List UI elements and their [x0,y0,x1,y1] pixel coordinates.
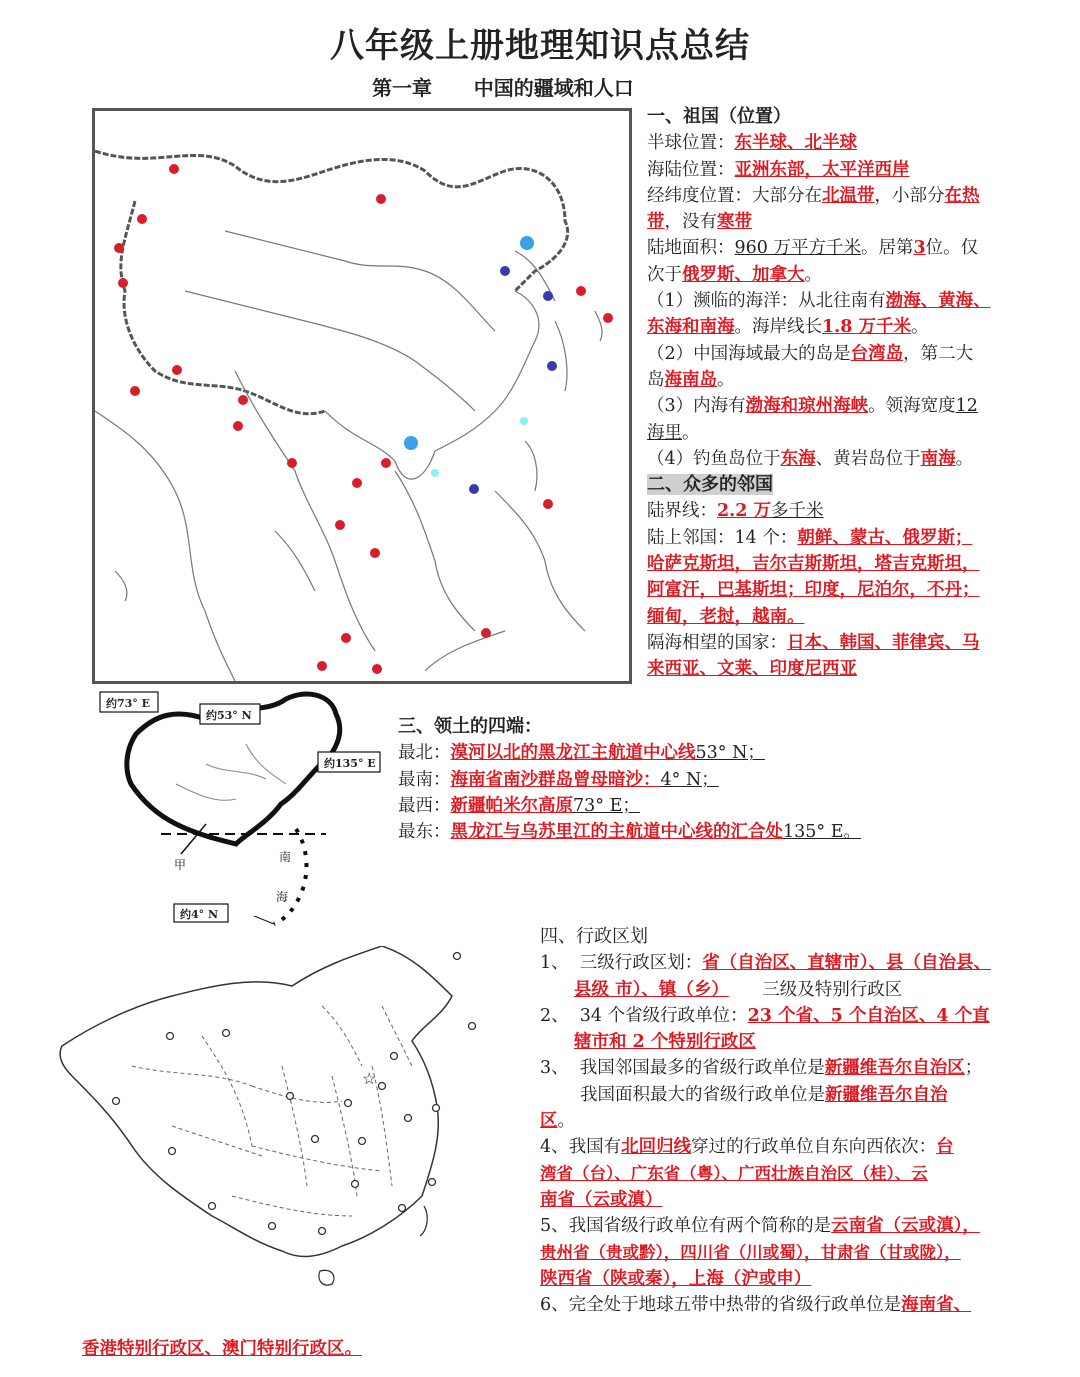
text: 。居第 [860,238,914,259]
answer: 来西亚、文莱、印度尼西亚 [647,659,857,680]
text: 。 [682,422,700,443]
label: 5、我国省级行政单位有两个简称的是 [540,1216,832,1237]
section-extremes [398,714,1018,845]
text: ； [964,1058,983,1079]
text: 穿过的行政单位自东向西依次： [691,1137,937,1158]
text: ，小部分 [874,185,945,206]
answer: 日本、韩国、菲律宾、马 [787,632,980,653]
text: 。 [804,264,822,285]
answer: 带 [647,212,665,233]
label: 最西： [398,795,451,816]
answer: 寒带 [717,212,752,233]
coord: 135° E。 [783,822,861,843]
answer: 亚洲东部，太平洋西岸 [734,159,910,180]
label: 陆上邻国：14 个： [647,527,798,548]
list-num: 1、 [540,953,569,974]
answer: 县级 市）、镇（乡） [574,979,729,1000]
answer: 贵州省（贵或黔），四川省（川或蜀），甘肃省（甘或陇）， [540,1242,961,1262]
answer: 俄罗斯、加拿大 [682,264,805,285]
answer: 1.8 万千米 [822,317,912,338]
answer: 新疆维吾尔自治区 [824,1058,965,1079]
answer: 海南省、 [901,1295,972,1316]
section-position [647,104,1032,683]
answer: 海里 [647,422,682,443]
label: 4、我国有 [540,1137,622,1158]
answer: 省（自治区、直辖市）、县（自治县、 [702,953,992,974]
answer: 东海 [780,448,816,469]
list-num: 3、 [540,1058,569,1079]
answer: 台湾岛 [850,343,904,364]
section-heading: 三、领土的四端： [398,716,542,737]
map-dots [114,164,613,674]
answer: 东半球、北半球 [734,133,857,154]
answer: 陕西省（陕或秦），上海（沪或申） [540,1268,812,1289]
label-north: 约53° N [206,709,252,722]
text: ，没有 [664,212,717,233]
text: 、黄岩岛位于 [815,448,921,469]
answer: 南海 [920,448,956,469]
label: 半球位置： [647,133,735,154]
label: 三级行政区划： [579,953,703,974]
label: 陆界线： [647,501,717,522]
answer: 渤海和琼州海峡 [745,396,869,417]
answer: 渤海、黄海、 [885,291,991,312]
label: （2）中国海域最大的岛是 [647,343,851,364]
answer: 云南省（云或滇）， [831,1216,980,1237]
footer-answer [82,1336,362,1362]
label: （1）濒临的海洋：从北往南有 [647,291,886,312]
label: 34 个省级行政单位： [579,1005,748,1026]
answer: 新疆维吾尔自治 [825,1084,948,1105]
page-title: 八年级上册地理知识点总结 [330,26,750,66]
label: 陆地面积： [647,238,735,259]
text: 。 [955,448,974,469]
answer: 香港特别行政区、澳门特别行政区。 [82,1339,362,1359]
label: （3）内海有 [647,396,746,417]
neighbor-map [92,108,632,684]
answer: 北温带 [822,185,875,206]
section-heading: 一、祖国（位置） [647,106,791,127]
chapter-heading: 第一章 中国的疆域和人口 [372,76,634,100]
text: 岛 [647,369,665,390]
answer: 东海和南海 [647,317,735,338]
answer: 湾省（台）、广东省（粤）、广西壮族自治区（桂）、云 [540,1163,928,1183]
section-heading: 二、众多的邻国 [647,474,773,496]
answer: 南省（云或滇） [540,1189,663,1210]
label-south: 约4° N [180,908,219,921]
answer: 12 [955,396,978,417]
text: 三级及特别行政区 [762,979,903,1000]
label: （4）钓鱼岛位于 [647,448,781,469]
outline-map [96,684,386,934]
answer: 960 万平方千米 [734,238,861,259]
label: 6、完全处于地球五带中热带的省级行政单位是 [540,1295,902,1316]
label: 隔海相望的国家： [647,632,787,653]
coord: 53° N； [695,743,765,764]
text: 。领海宽度 [868,396,956,417]
answer: 朝鲜、蒙古、俄罗斯； [797,527,973,548]
province-map-drawing [52,946,530,1296]
text: 位。仅 [925,238,979,259]
answer: 新疆帕米尔高原 [450,795,573,816]
label: 我国邻国最多的省级行政单位是 [579,1058,825,1079]
map-char: 南 [279,850,292,864]
coord: 73° E； [573,795,640,816]
map-char: 海 [276,890,289,904]
answer: 2.2 万 [717,501,772,522]
province-map [52,946,530,1296]
answer: 区 [540,1111,558,1132]
label: 最北： [398,743,451,764]
label-west: 约73° E [106,697,151,710]
label: 海陆位置： [647,159,735,180]
answer: 辖市和 2 个特别行政区 [574,1032,756,1053]
answer: 缅甸，老挝，越南。 [647,606,805,627]
label: 最南： [398,769,451,790]
text: 。 [717,369,735,390]
answer: 台 [936,1137,954,1158]
answer: 哈萨克斯坦，吉尔吉斯斯坦，塔吉克斯坦， [647,554,980,575]
label: 经纬度位置：大部分在 [647,185,822,206]
text: 。 [557,1111,575,1132]
text: 。海岸线长 [734,317,822,338]
neighbor-map-drawing [95,111,629,681]
answer: 海南岛 [664,369,717,390]
label: 最东： [398,822,451,843]
text: 多千米 [771,501,824,522]
label: 我国面积最大的省级行政单位是 [580,1084,825,1105]
section-heading: 四、行政区划 [540,926,648,947]
text: 。 [911,317,929,338]
answer: 3 [913,238,926,259]
answer: 阿富汗，巴基斯坦；印度，尼泊尔，不丹； [647,580,980,601]
list-num: 2、 [540,1005,569,1026]
answer: 在热 [944,185,980,206]
coord: 4° N； [660,769,719,790]
answer: 23 个省、5 个自治区、4 个直 [747,1005,990,1026]
section-admin [540,924,1028,1318]
map-char: 甲 [174,858,187,872]
text: 次于 [647,264,682,285]
svg-text:☆: ☆ [362,1069,377,1088]
answer: 北回归线 [621,1137,692,1158]
answer: 漠河以北的黑龙江主航道中心线 [450,743,696,764]
answer: 海南省南沙群岛曾母暗沙： [450,769,661,790]
text: ，第二大 [903,343,974,364]
label-east: 约135° E [324,757,376,770]
answer: 黑龙江与乌苏里江的主航道中心线的汇合处 [450,822,783,843]
